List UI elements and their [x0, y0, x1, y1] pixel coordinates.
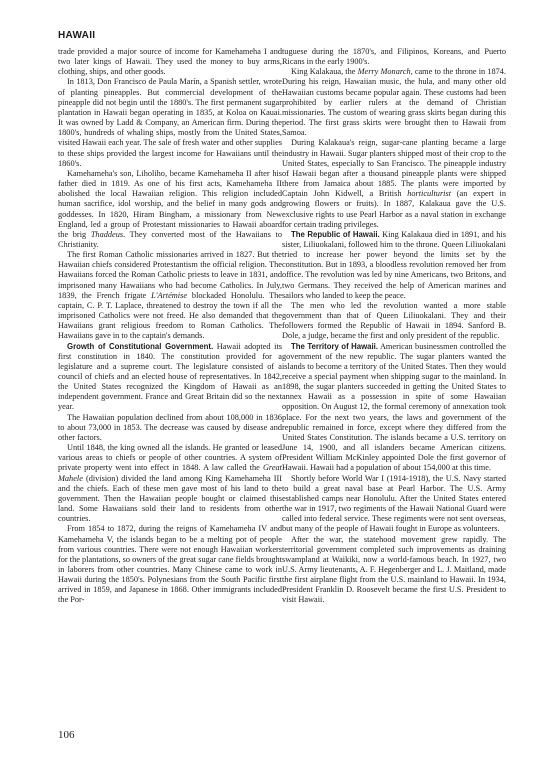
subsection-heading: The Territory of Hawaii.: [291, 341, 379, 351]
paragraph: From 1854 to 1872, during the reigns of Kamehameha IV and Kamehameha V, the islands began to be a melting pot of people from various countries. There were not enough Hawaiian workers for the plantations, so owners of the great sugar cane fields brought in laborers from other countries. Many Chinese came to work in Hawaii during the 1850's. Polynesians from the South Pacific first arrived in 1859, and Japanese in 1868. Other immigrants included the Por-: [58, 524, 282, 605]
paragraph: The first Roman Catholic missionaries arrived in 1827. But the Hawaiian chiefs considered Protestantism the official religion. The Hawaiians forced the Roman Catholic priests to leave in 1831, and imprisoned many Hawaiians who had become Catholics. In July, 1839, the French frigate L'Artémise blockaded Honolulu. The captain, C. P. T. Laplace, threatened to destroy the town if all the imprisoned Catholics were not freed. He also demanded that the Hawaiians grant religious freedom to Roman Catholics. The Hawaiians gave in to the captain's demands.: [58, 250, 282, 341]
paragraph: Kamehameha's son, Liholiho, became Kamehameha II after his father died in 1819. As one of his first acts, Kamehameha II abolished the local Hawaiian religion. This religion included human sacrifice, idol worship, and the belief in many gods and goddesses. In 1820, Hiram Bingham, a missionary from New England, led a group of Protestant missionaries to Hawaii aboard the brig Thaddeus. They converted most of the Hawaiians to Christianity.: [58, 168, 282, 249]
paragraph: The men who led the revolution wanted a more stable government than that of Queen Liliuokalani. They and their followers formed the Republic of Hawaii in 1894. Sanford B. Dole, a judge, became the first and only president of the republic.: [282, 300, 506, 341]
left-column: [58, 47, 282, 606]
subsection-heading: The Republic of Hawaii.: [291, 229, 380, 239]
italic-term: horticulturist: [407, 189, 452, 199]
paragraph: trade provided a major source of income for Kamehameha I and two later kings of Hawaii. They used the money to buy arms, clothing, ships, and other goods.: [58, 47, 282, 77]
subsection-heading: Growth of Constitutional Government.: [67, 341, 214, 351]
paragraph: During Kalakaua's reign, sugar-cane planting became a large industry in Hawaii. Sugar planters shipped most of their crop to the United States, especially to San Francisco. The pineapple industry of Hawaii began after a thousand pineapple plants were shipped there from Jamaica about 1885. The plants were imported by Captain John Kidwell, a British horticulturist (an expert in growing flowers or fruits). In 1887, Kalakaua gave the U.S. exclusive rights to use Pearl Harbor as a naval station in exchange for certain trading privileges.: [282, 138, 506, 229]
paragraph: The Hawaiian population declined from about 108,000 in 1836 to about 73,000 in 1853. The decrease was caused by disease and other factors.: [58, 412, 282, 442]
paragraph: Until 1848, the king owned all the islands. He granted or leased various areas to chiefs or people of other countries. A system of private property went into effect in 1848. A law called the Great Mahele (division) divided the land among King Kamehameha III and the chiefs. Each of these men gave most of his land to the government. Then the Hawaiian people bought or claimed this land. Some Hawaiians sold their land to residents from other countries.: [58, 443, 282, 524]
subsection-paragraph: Growth of Constitutional Government. Hawaii adopted its first constitution in 1840. The constitution provided for a legislature and a supreme court. The legislature consisted of a council of chiefs and an elected house of representatives. In 1842, the United States recognized the Kingdom of Hawaii as an independent government. France and Great Britain did so the next year.: [58, 341, 282, 412]
ship-name: Thaddeus: [90, 229, 124, 239]
right-column: [282, 47, 506, 606]
paragraph: King Kalakaua, the Merry Monarch, came to the throne in 1874. During his reign, Hawaiian music, the hula, and many other old Hawaiian customs became popular again. These customs had been prohibited by earlier rulers at the demand of Christian missionaries. The custom of wearing grass skirts began during this period. The first grass skirts were brought then to Hawaii from Samoa.: [282, 67, 506, 138]
italic-term: Merry Monarch: [357, 67, 411, 77]
paragraph: After the war, the statehood movement grew rapidly. The territorial government completed such improvements as draining swampland at Waikiki, now a world-famous beach. In 1927, two U.S. Army lieutenants, A. F. Hegenberger and L. J. Maitland, made the first airplane flight from the U.S. mainland to Hawaii. In 1934, President Franklin D. Roosevelt became the first U.S. President to visit Hawaii.: [282, 534, 506, 605]
ship-name: L'Artémise: [151, 290, 188, 300]
page-number: 106: [58, 729, 75, 741]
subsection-paragraph: The Republic of Hawaii. King Kalakaua died in 1891, and his sister, Liliuokalani, followed him to the throne. Queen Liliuokalani tried to increase her power beyond the limits set by the constitution. But in 1893, a bloodless revolution removed her from office. The revolution was led by nine Americans, two Britons, and two Germans. They received the help of American marines and sailors who landed to keep the peace.: [282, 229, 506, 300]
running-head: HAWAII: [58, 30, 96, 41]
subsection-paragraph: The Territory of Hawaii. American businessmen controlled the government of the new republic. The sugar planters wanted the islands to become a territory of the United States. Then they would receive a special payment when shipping sugar to the mainland. In 1898, the sugar planters succeeded in getting the United States to annex Hawaii as a possession in spite of some Hawaiian opposition. On August 12, the formal ceremony of annexation took place. For the next two years, the laws and government of the republic remained in force, except where they differed from the United States Constitution. The islands became a U.S. territory on June 14, 1900, and all islanders became American citizens. President William McKinley appointed Dole the first governor of Hawaii. Hawaii had a population of about 154,000 at this time.: [282, 341, 506, 473]
italic-term: Great Mahele: [58, 463, 282, 483]
paragraph: Shortly before World War I (1914-1918), the U.S. Navy started to build a great naval base at Pearl Harbor. The U.S. Army established camps near Honolulu. After the United States entered the war in 1917, two regiments of the Hawaii National Guard were called into federal service. These regiments were not sent overseas, but many of the people of Hawaii fought in Europe as volunteers.: [282, 473, 506, 534]
paragraph: tuguese during the 1870's, and Filipinos, Koreans, and Puerto Ricans in the early 1900's.: [282, 47, 506, 67]
paragraph: In 1813, Don Francisco de Paula Marín, a Spanish settler, wrote of planting pineapples. But commercial development of the pineapple did not begin until the 1880's. The first permanent sugar plantation in Hawaii began operating in 1835, at Koloa on Kauai. It was owned by Ladd & Company, an American firm. During the 1800's, hundreds of whaling ships, mostly from the United States, visited Hawaii each year. The sale of fresh water and other supplies to these ships provided the largest income for Hawaiians until the 1860's.: [58, 77, 282, 168]
